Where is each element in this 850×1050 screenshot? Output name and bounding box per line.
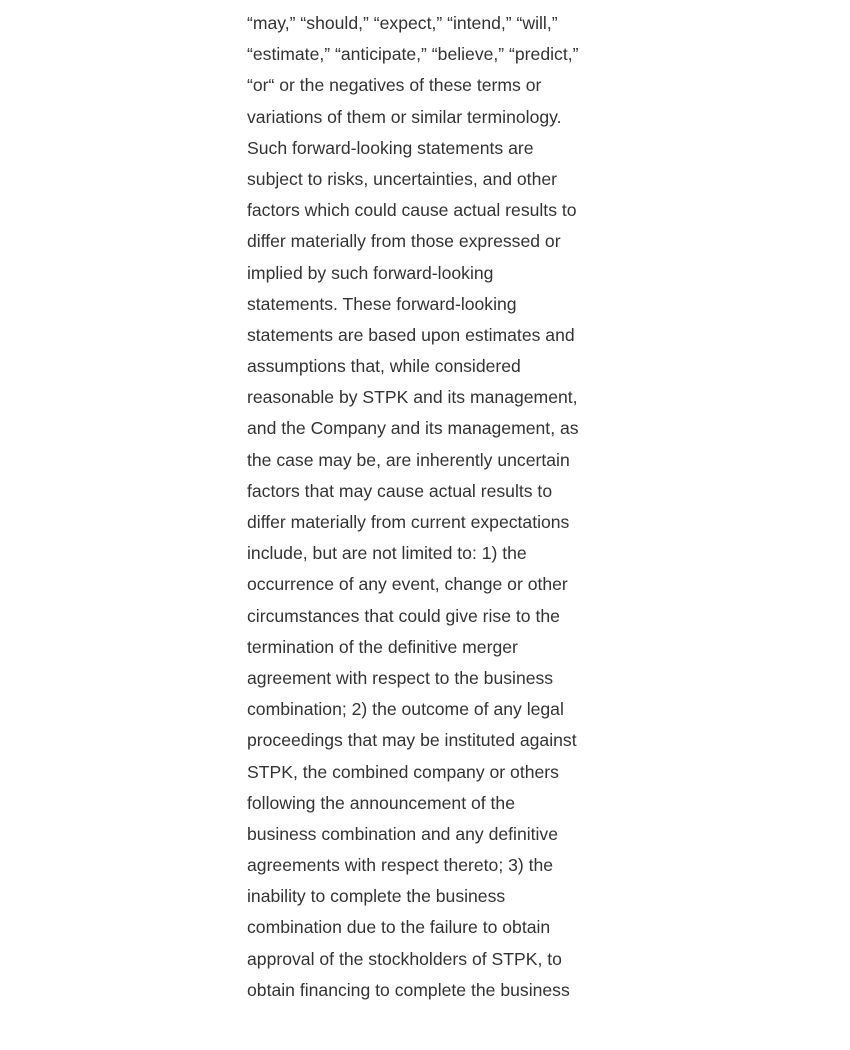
article-line: agreement with respect to the business: [247, 667, 554, 688]
article-line: following the announcement of the: [247, 792, 516, 813]
article-line: differ materially from those expressed or: [247, 231, 561, 252]
article-line: proceedings that may be instituted against: [247, 730, 577, 751]
article-line: differ materially from current expectations: [247, 512, 570, 532]
article-line: factors which could cause actual results to: [247, 200, 577, 221]
article-line: agreements with respect thereto; 3) the: [247, 855, 554, 876]
article-line: termination of the definitive merger: [247, 636, 518, 657]
article-line: inability to complete the business: [247, 886, 506, 907]
article-line: occurrence of any event, change or other: [247, 574, 568, 595]
article-line: Such forward-looking statements are: [247, 137, 534, 158]
article-line: and the Company and its management, as: [247, 418, 579, 439]
article-line: factors that may cause actual results to: [247, 480, 553, 501]
article-line: “estimate,” “anticipate,” “believe,” “predict,”: [247, 44, 579, 65]
article-line: the case may be, are inherently uncertain: [247, 449, 570, 470]
article-line: “may,” “should,” “expect,” “intend,” “will,”: [247, 13, 558, 33]
article-line: combination due to the failure to obtain: [247, 917, 551, 938]
article-line: STPK, the combined company or others: [247, 761, 559, 782]
article-line: implied by such forward-looking: [247, 262, 494, 283]
article-line: assumptions that, while considered: [247, 356, 521, 377]
article-line: reasonable by STPK and its management,: [247, 387, 578, 408]
article-line: business combination and any definitive: [247, 823, 559, 844]
article-line: include, but are not limited to: 1) the: [247, 543, 527, 564]
article-line: approval of the stockholders of STPK, to: [247, 948, 562, 969]
article-line: statements are based upon estimates and: [247, 324, 575, 345]
article-line: obtain financing to complete the business: [247, 979, 570, 1000]
article-line: “or“ or the negatives of these terms or: [247, 75, 542, 96]
article-line: circumstances that could give rise to the: [247, 605, 560, 626]
article-line: combination; 2) the outcome of any legal: [247, 699, 564, 720]
article-line: statements. These forward-looking: [247, 293, 517, 314]
article-line: variations of them or similar terminology.: [247, 106, 562, 127]
article-body: [247, 8, 617, 1006]
article-line: subject to risks, uncertainties, and other: [247, 168, 558, 189]
